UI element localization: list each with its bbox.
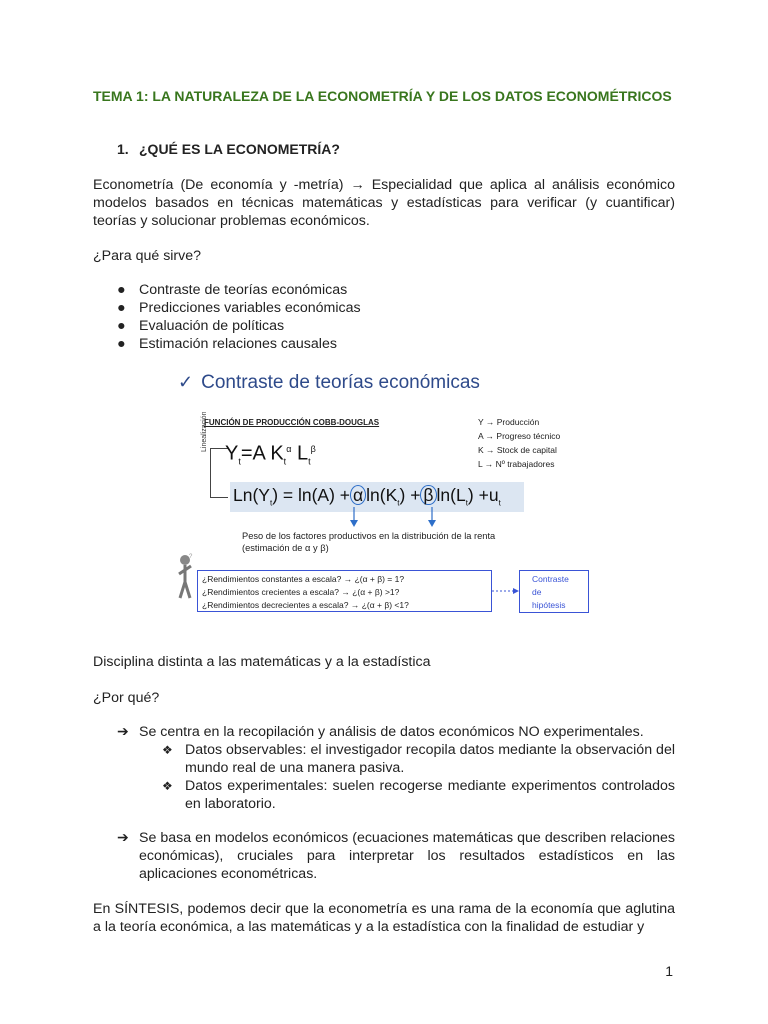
reason-item: ➔ Se centra en la recopilación y análisis de datos económicos NO experimentales. [117,724,644,740]
hypothesis-label: Contraste de hipótesis [519,570,589,613]
thinking-figure-icon [175,552,197,602]
sub-item: ❖ Datos observables: el investigador recopila datos mediante la observación del mundo real de una manera pasiva. [162,742,675,776]
arrow-bullet-icon: ➔ [117,830,129,846]
svg-text:?: ? [189,554,193,560]
cobb-douglas-figure [170,362,592,620]
list-item: ● Evaluación de políticas [117,318,285,334]
synthesis-paragraph: En SÍNTESIS, podemos decir que la econometría es una rama de la economía que aglutina a la teoría económica, a las matemáticas y a la estadística con la finalidad de estudiar y [93,901,675,935]
figure-heading: ✓ Contraste de teorías económicas [178,372,480,393]
section-heading [117,140,340,158]
cobb-douglas-equation: $Y_t=A$ $K_t^\alpha$ $L_t^\beta$ [225,442,316,467]
diamond-bullet-icon: ❖ [162,743,173,757]
reason-item: ➔ Se basa en modelos económicos (ecuaciones matemáticas que describen relaciones económicas), cruciales para interpretar los resultados estadísticos en las aplicaciones econométricas. [117,830,675,882]
weight-note: Peso de los factores productivos en la distribución de la renta (estimación de α y β) [242,531,496,553]
section-title: ¿QUÉ ES LA ECONOMETRÍA? [139,141,340,157]
linearized-equation: $Ln(Y_t) = \ln(A) + \alpha$ $\ln(K_t) + \beta$ $\ln(L_t) +u_t$ [233,485,501,508]
list-item: ● Estimación relaciones causales [117,336,337,352]
list-item: ● Contraste de teorías económicas [117,282,348,298]
linearization-label: Linealización [201,411,208,452]
question-use: ¿Para qué sirve? [93,248,202,264]
figure-subheading: FUNCIÓN DE PRODUCCIÓN COBB-DOUGLAS [204,418,380,427]
document-title: TEMA 1: LA NATURALEZA DE LA ECONOMETRÍA Y DE LOS DATOS ECONOMÉTRICOS [93,88,672,104]
uses-list [117,281,361,353]
discipline-line: Disciplina distinta a las matemáticas y a la estadística [93,654,431,670]
intro-paragraph: Econometría (De economía y -metría) → Especialidad que aplica al análisis económico modelos basados en técnicas matemáticas y estadísticas para verificar (y cuantificar) teorías y solucionar problemas económicos. [93,177,675,229]
hypothesis-questions: ¿Rendimientos constantes a escala? → ¿(α + β) = 1? ¿Rendimientos crecientes a escala? → ¿(α + β) >1? ¿Rendimientos decrecientes a escala? → ¿(α + β) <1? [197,570,492,612]
list-item: ● Predicciones variables económicas [117,300,361,316]
section-number: 1. [117,141,129,157]
sub-item: ❖ Datos experimentales: suelen recogerse mediante experimentos controlados en laboratorio. [162,778,675,812]
arrow-bullet-icon: ➔ [117,724,129,740]
page-number: 1 [665,963,673,979]
question-why: ¿Por qué? [93,690,160,706]
variable-legend: Y → Producción A → Progreso técnico K → Stock de capital L → Nº trabajadores [478,417,561,469]
check-icon: ✓ [178,372,194,392]
diamond-bullet-icon: ❖ [162,779,173,793]
